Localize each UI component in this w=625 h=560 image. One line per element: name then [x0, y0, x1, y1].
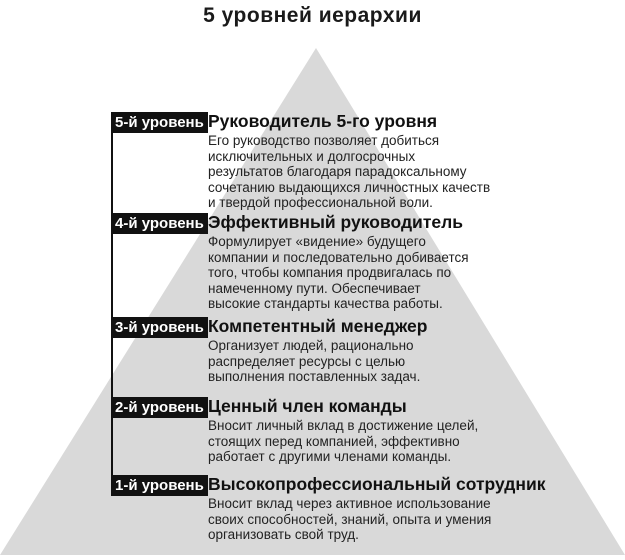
level-badge: 4-й уровень [111, 213, 208, 234]
description-line: своих способностей, знаний, опыта и умения [208, 511, 492, 527]
level-description [208, 234, 469, 312]
description-line: высокие стандарты качества работы. [208, 296, 443, 311]
level-badge: 3-й уровень [111, 317, 208, 338]
level-badge: 2-й уровень [111, 397, 208, 418]
level-heading: Ценный член команды [208, 396, 407, 416]
description-line: работает с другими членами команды. [208, 449, 452, 464]
level-heading: Высокопрофессиональный сотрудник [208, 474, 546, 494]
level-badge: 1-й уровень [111, 475, 208, 496]
description-line: распределяет ресурсы с целью [208, 353, 406, 369]
description-line: стоящих перед компанией, эффективно [208, 433, 460, 449]
level-badge: 5-й уровень [111, 112, 208, 133]
level-description [208, 133, 490, 211]
description-line: исключительных и долгосрочных [208, 148, 416, 164]
description-line: намеченному пути. Обеспечивает [208, 280, 421, 296]
description-line: результатов благодаря парадоксальному [208, 164, 467, 179]
description-line: Вносит вклад через активное использование [208, 496, 491, 511]
level-heading: Эффективный руководитель [208, 212, 463, 232]
description-line: и твердой профессиональной воли. [208, 195, 433, 210]
description-line: Его руководство позволяет добиться [208, 133, 440, 148]
level-description [208, 338, 420, 385]
description-line: Вносит личный вклад в достижение целей, [208, 418, 479, 433]
description-line: Формулирует «видение» будущего [208, 234, 426, 249]
level-heading: Компетентный менеджер [208, 316, 428, 336]
description-line: того, чтобы компания продвигалась по [208, 265, 452, 280]
description-line: компании и последовательно добивается [208, 249, 469, 265]
description-line: выполнения поставленных задач. [208, 369, 421, 384]
diagram-title: 5 уровней иерархии [203, 4, 422, 27]
level-connector-line [111, 112, 113, 492]
description-line: сочетанию выдающихся личностных качеств [208, 179, 491, 195]
description-line: Организует людей, рационально [208, 338, 414, 353]
level-description [208, 496, 491, 543]
level-heading: Руководитель 5-го уровня [208, 111, 438, 131]
description-line: организовать свой труд. [208, 527, 359, 542]
level-description [208, 418, 478, 465]
